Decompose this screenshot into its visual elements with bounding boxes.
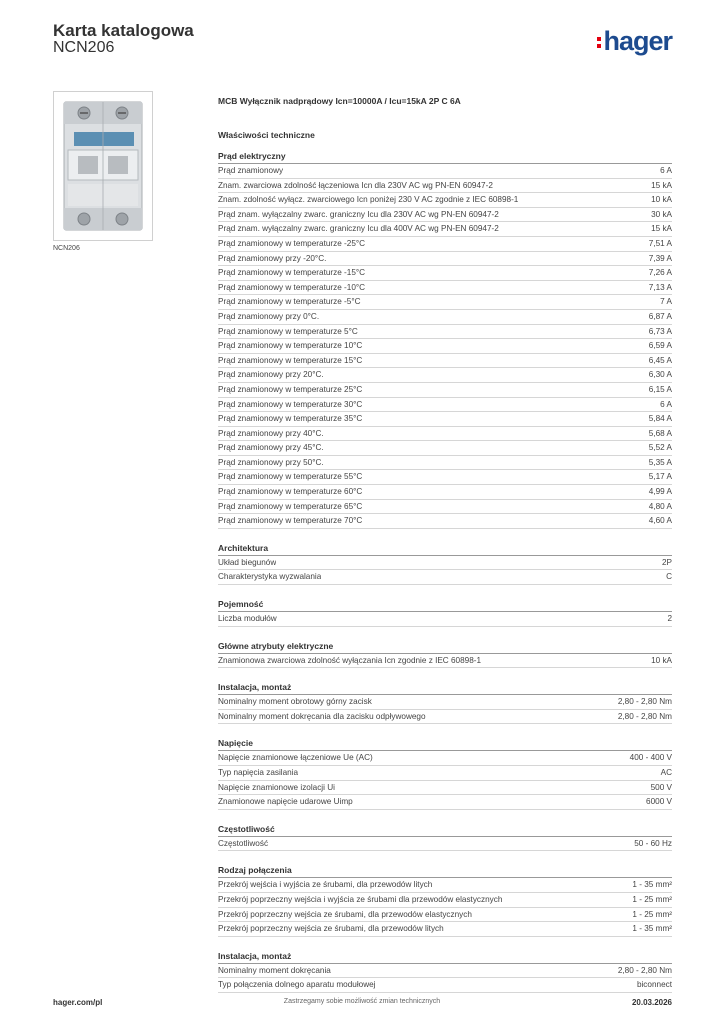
spec-value: 10 kA [651,655,672,665]
spec-section [218,863,672,936]
spec-value: 5,84 A [648,414,672,424]
spec-row [218,252,672,267]
spec-value: 7 A [660,297,672,307]
spec-row [218,383,672,398]
spec-row [218,710,672,725]
spec-row [218,193,672,208]
footer-website: hager.com/pl [53,998,103,1007]
spec-row [218,295,672,310]
spec-value: 7,13 A [648,282,672,292]
spec-row [218,766,672,781]
spec-row [218,412,672,427]
section-title: Architektura [218,541,672,556]
spec-label: Prąd znamionowy przy 0°C. [218,311,320,321]
spec-value: 7,26 A [648,268,672,278]
spec-row [218,978,672,993]
spec-row [218,325,672,340]
circuit-breaker-photo-icon [54,92,152,240]
spec-row [218,164,672,179]
spec-row [218,456,672,471]
spec-row [218,556,672,571]
spec-section [218,736,672,809]
spec-value: 6,15 A [648,384,672,394]
spec-row [218,441,672,456]
spec-label: Typ połączenia dolnego aparatu modułowej [218,980,376,990]
spec-label: Prąd znamionowy przy 50°C. [218,457,324,467]
section-title: Instalacja, montaż [218,949,672,964]
spec-label: Prąd znamionowy w temperaturze 70°C [218,516,363,526]
spec-row [218,922,672,937]
spec-row [218,514,672,529]
spec-row [218,878,672,893]
spec-value: 7,51 A [648,238,672,248]
spec-value: 6,45 A [648,355,672,365]
spec-label: Nominalny moment obrotowy górny zacisk [218,697,372,707]
spec-value: 4,99 A [648,487,672,497]
spec-row [218,500,672,515]
spec-value: 6 A [660,166,672,175]
spec-row [218,266,672,281]
spec-value: 15 kA [651,224,672,234]
spec-value: 6,87 A [648,311,672,321]
spec-label: Nominalny moment dokręcania dla zacisku odpływowego [218,711,426,721]
spec-label: Napięcie znamionowe łączeniowe Ue (AC) [218,753,373,763]
spec-label: Przekrój poprzeczny wejścia i wyjścia ze śrubami dla przewodów elastycznych [218,894,503,904]
spec-section [218,597,672,627]
spec-label: Prąd znamionowy w temperaturze -5°C [218,297,361,307]
spec-value: 1 - 25 mm² [632,894,672,904]
footer-disclaimer: Zastrzegamy sobie możliwość zmian technicznych [283,998,441,1005]
spec-label: Liczba modułów [218,614,277,624]
spec-section [218,949,672,993]
spec-row [218,368,672,383]
spec-label: Prąd znam. wyłączalny zwarc. graniczny Icu dla 400V AC wg PN-EN 60947-2 [218,224,499,234]
spec-row [218,695,672,710]
specs-heading: Właściwości techniczne [218,130,315,140]
spec-value: 2,80 - 2,80 Nm [617,697,672,707]
spec-row [218,485,672,500]
spec-label: Znam. zdolność wyłącz. zwarciowego Icn poniżej 230 V AC zgodnie z IEC 60898-1 [218,195,519,205]
spec-row [218,398,672,413]
image-caption: NCN206 [53,245,80,252]
spec-section [218,680,672,724]
spec-value: AC [660,768,672,777]
spec-label: Prąd znamionowy w temperaturze 65°C [218,501,363,511]
spec-label: Znam. zwarciowa zdolność łączeniowa Icn dla 230V AC wg PN-EN 60947-2 [218,180,493,190]
spec-value: 10 kA [651,195,672,205]
spec-value: 2,80 - 2,80 Nm [617,965,672,975]
spec-value: 2P [661,557,672,567]
spec-value: 5,52 A [648,443,672,453]
spec-row [218,427,672,442]
spec-row [218,654,672,669]
section-title: Prąd elektryczny [218,149,672,164]
spec-row [218,751,672,766]
logo-text: hager [603,26,672,56]
spec-label: Znamionowe napięcie udarowe Uimp [218,797,353,807]
spec-row [218,208,672,223]
spec-value: 4,80 A [648,501,672,511]
spec-sections [218,149,672,1005]
spec-label: Przekrój wejścia i wyjścia ze śrubami, dla przewodów litych [218,880,433,890]
spec-value: 6,73 A [648,326,672,336]
spec-label: Prąd znamionowy w temperaturze -15°C [218,268,366,278]
spec-value: 1 - 35 mm² [632,924,672,934]
section-title: Częstotliwość [218,822,672,837]
spec-row [218,893,672,908]
section-title: Pojemność [218,597,672,612]
spec-value: 2,80 - 2,80 Nm [617,711,672,721]
spec-label: Charakterystyka wyzwalania [218,572,322,582]
footer-date: 20.03.2026 [631,998,672,1007]
product-image [53,91,153,241]
spec-value: 5,35 A [648,457,672,467]
spec-value: 7,39 A [648,253,672,263]
spec-label: Napięcie znamionowe izolacji Ui [218,782,335,792]
spec-value: 5,17 A [648,472,672,482]
spec-row [218,612,672,627]
spec-value: 6 A [660,399,672,409]
spec-row [218,795,672,810]
spec-label: Prąd znamionowy przy 40°C. [218,428,324,438]
spec-row [218,837,672,852]
spec-label: Przekrój poprzeczny wejścia ze śrubami, dla przewodów elastycznych [218,909,472,919]
section-title: Instalacja, montaż [218,680,672,695]
spec-value: 6,30 A [648,370,672,380]
spec-row [218,354,672,369]
spec-row [218,470,672,485]
page-title: Karta katalogowa [53,21,194,40]
spec-value: 5,68 A [648,428,672,438]
spec-value: 1 - 25 mm² [632,909,672,919]
spec-label: Prąd znamionowy w temperaturze -25°C [218,238,366,248]
spec-label: Prąd znamionowy w temperaturze 55°C [218,472,363,482]
product-title: MCB Wyłącznik nadprądowy Icn=10000A / Icu=15kA 2P C 6A [218,96,461,106]
spec-row [218,781,672,796]
spec-row [218,237,672,252]
section-title: Główne atrybuty elektryczne [218,639,672,654]
spec-section [218,822,672,852]
spec-section [218,149,672,529]
logo-dots-icon [597,37,601,48]
spec-label: Częstotliwość [218,838,269,848]
spec-label: Prąd znamionowy w temperaturze 60°C [218,487,363,497]
spec-value: 500 V [650,782,672,792]
spec-value: 1 - 35 mm² [632,880,672,890]
spec-label: Układ biegunów [218,557,277,567]
spec-row [218,339,672,354]
spec-label: Prąd znamionowy w temperaturze 25°C [218,384,363,394]
spec-value: 4,60 A [648,516,672,526]
section-title: Rodzaj połączenia [218,863,672,878]
spec-label: Znamionowa zwarciowa zdolność wyłączania Icn zgodnie z IEC 60898-1 [218,655,482,665]
spec-label: Nominalny moment dokręcania [218,965,331,975]
spec-label: Przekrój poprzeczny wejścia ze śrubami, dla przewodów litych [218,924,444,934]
spec-label: Prąd znam. wyłączalny zwarc. graniczny Icu dla 230V AC wg PN-EN 60947-2 [218,209,499,219]
spec-label: Prąd znamionowy [218,166,284,175]
spec-row [218,281,672,296]
spec-row [218,570,672,585]
section-title: Napięcie [218,736,672,751]
page-subtitle: NCN206 [53,39,115,56]
spec-value: 30 kA [651,209,672,219]
spec-value: 6,59 A [648,341,672,351]
spec-value: 400 - 400 V [629,753,672,763]
spec-label: Prąd znamionowy w temperaturze 35°C [218,414,363,424]
spec-label: Prąd znamionowy przy 20°C. [218,370,324,380]
spec-value: 2 [667,614,672,624]
spec-label: Prąd znamionowy w temperaturze 30°C [218,399,363,409]
spec-row [218,179,672,194]
spec-section [218,639,672,669]
spec-label: Prąd znamionowy przy 45°C. [218,443,324,453]
spec-label: Prąd znamionowy w temperaturze -10°C [218,282,366,292]
spec-row [218,908,672,923]
spec-value: 6000 V [646,797,672,807]
spec-section [218,541,672,585]
spec-label: Prąd znamionowy przy -20°C. [218,253,327,263]
spec-value: biconnect [636,980,672,990]
spec-row [218,964,672,979]
spec-value: 15 kA [651,180,672,190]
spec-label: Prąd znamionowy w temperaturze 10°C [218,341,363,351]
spec-label: Prąd znamionowy w temperaturze 15°C [218,355,363,365]
hager-logo [597,27,672,55]
spec-value: 50 - 60 Hz [634,838,672,848]
spec-label: Typ napięcia zasilania [218,768,299,777]
spec-label: Prąd znamionowy w temperaturze 5°C [218,326,358,336]
spec-value: C [666,572,672,582]
spec-row [218,310,672,325]
spec-row [218,222,672,237]
